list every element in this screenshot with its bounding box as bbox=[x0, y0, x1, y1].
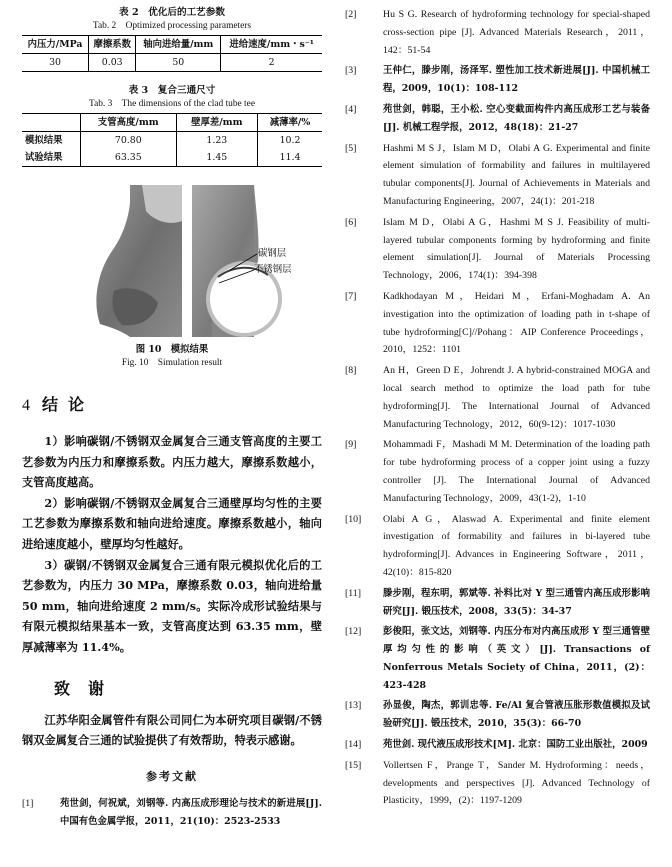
table3-cell: 11.4 bbox=[258, 149, 322, 167]
reference-text: Olabi A G，Alaswad A. Experimental and finite element investigation of formability and failures in bi-layered tube hydroforming[J]. Advances in Engineering Software，2011，42(10)：815-820 bbox=[383, 513, 650, 578]
table2-cell: 30 bbox=[22, 54, 89, 72]
reference-text: Hashmi M S J，Islam M D，Olabi A G. Experimental and finite element simulation of formability and failures in multilayered tubular components[J]. Journal of Achievements in Materials and Manufacturing Engineering，2007，24(1)：201-218 bbox=[383, 142, 650, 207]
reference-number: [15] bbox=[345, 759, 362, 771]
table2-caption-cn: 表 2 优化后的工艺参数 bbox=[119, 7, 225, 18]
reference-number: [11] bbox=[345, 587, 361, 599]
reference-text: 孙显俊，陶杰，郭训忠等. Fe/Al 复合管液压胀形数值模拟及试验研究[J]. 锻压技术，2010，35(3)：66-70 bbox=[383, 700, 650, 730]
conclusion-paragraph: 2）影响碳钢/不锈钢双金属复合三通壁厚均匀性的主要工艺参数为摩擦系数和轴向进给速度。摩擦系数越小，轴向进给速度越小，壁厚均匀性越好。 bbox=[22, 495, 322, 551]
reference-text: 滕步刚，程东明，郭斌等. 补料比对 Y 型三通管内高压成形影响研究[J]. 锻压技术，2008，33(5)：34-37 bbox=[383, 587, 650, 617]
acknowledgement-heading: 致谢 bbox=[54, 678, 123, 698]
reference-text: Hu S G. Research of hydroforming technology for special-shaped cross-section pipe [J]. Advanced Materials Research，2011，142：51-54 bbox=[383, 9, 650, 56]
table3-row-label: 模拟结果 bbox=[22, 132, 81, 150]
reference-number: [3] bbox=[345, 65, 357, 77]
reference-item bbox=[345, 736, 650, 754]
reference-number: [10] bbox=[345, 513, 362, 525]
table-row bbox=[22, 149, 322, 167]
reference-item bbox=[345, 757, 650, 810]
figure10-caption-cn: 图 10 模拟结果 bbox=[135, 344, 209, 355]
references-list bbox=[345, 6, 650, 813]
reference-item bbox=[345, 585, 650, 621]
table-row bbox=[22, 132, 322, 150]
table2-header: 内压力/MPa bbox=[22, 36, 89, 54]
table2-cell: 50 bbox=[136, 54, 221, 72]
table2-header: 进给速度/mm・s⁻¹ bbox=[221, 36, 322, 54]
section-title: 结论 bbox=[42, 395, 95, 414]
table3 bbox=[22, 113, 322, 167]
reference-item bbox=[345, 214, 650, 285]
reference-number: [9] bbox=[345, 439, 357, 451]
reference-text: 彭俊阳，张文达，刘钢等. 内压分布对内高压成形 Y 型三通管壁厚均匀性的影响（英文）[J]. Transactions of Nonferrous Metals Society of China，2011，(2)：423-428 bbox=[383, 626, 650, 691]
reference-text: 王仲仁，滕步刚，汤泽军. 塑性加工技术新进展[J]. 中国机械工程，2009，10(1)：108-112 bbox=[383, 65, 650, 95]
table3-row-label: 试验结果 bbox=[22, 149, 81, 167]
table3-caption-cn: 表 3 复合三通尺寸 bbox=[128, 85, 216, 96]
reference-number: [1] bbox=[22, 797, 34, 809]
acknowledgement-text: 江苏华阳金属管件有限公司同仁为本研究项目碳钢/不锈钢双金属复合三通的试验提供了有效帮助，特表示感谢。 bbox=[22, 712, 322, 748]
reference-item bbox=[345, 6, 650, 59]
table3-cell: 10.2 bbox=[279, 135, 301, 146]
conclusion-paragraph: 1）影响碳钢/不锈钢双金属复合三通支管高度的主要工艺参数为内压力和摩擦系数。内压力越大，摩擦系数越小，支管高度越高。 bbox=[22, 434, 322, 490]
conclusion-paragraph: 3）碳钢/不锈钢双金属复合三通有限元模拟优化后的工艺参数为，内压力 30 MPa，摩擦系数 0.03，轴向进给量 50 mm，轴向进给速度 2 mm/s。实际冷成形试验结果与有限元模拟结果基本一致，支管高度达到 63.35 mm，壁厚减薄率为 11.4%。 bbox=[22, 557, 322, 654]
reference-number: [4] bbox=[345, 103, 357, 115]
reference-text: Kadkhodayan M，Heidari M，Erfani-Moghadam A. An investigation into the optimization of loading path in t-shape of tube hydroforming[C]//Pohang：AIP Conference Proceedings，2010，1252：1101 bbox=[383, 290, 650, 356]
reference-item bbox=[345, 623, 650, 694]
reference-text: Mohammadi F，Mashadi M M. Determination of the loading path for tube hydroforming process of a copper joint using a fuzzy controller [J]. The International Journal of Advanced Manufacturing Technology，2009，43(1-2)，1-10 bbox=[383, 439, 650, 504]
figure-10 bbox=[22, 181, 322, 341]
reference-number: [14] bbox=[345, 739, 362, 751]
reference-text: Vollertsen F，Prange T，Sander M. Hydroforming：needs，developments and perspectives [J]. Advanced Technology of Plasticity，1999，(2)：1197-1209 bbox=[383, 759, 650, 807]
reference-text: 苑世剑，韩聪，王小松. 空心变截面构件内高压成形工艺与装备[J]. 机械工程学报，2012，48(18)：21-27 bbox=[383, 103, 650, 133]
reference-text: Islam M D，Olabi A G，Hashmi M S J. Feasibility of multi-layered tubular components forming by hydroforming and finite element simulation[J]. Journal of Materials Processing Technology，2006，174(1)：394-398 bbox=[383, 216, 650, 282]
reference-item bbox=[345, 362, 650, 433]
reference-number: [6] bbox=[345, 216, 357, 228]
reference-item bbox=[345, 511, 650, 582]
section-heading-conclusion bbox=[22, 394, 322, 417]
reference-text: 苑世剑. 现代液压成形技术[M]. 北京：国防工业出版社，2009 bbox=[383, 739, 648, 751]
table3-header: 减薄率/% bbox=[258, 114, 322, 132]
reference-item bbox=[345, 101, 650, 137]
table3-cell: 1.23 bbox=[176, 132, 258, 150]
table3-cell: 63.35 bbox=[81, 149, 177, 167]
table2-header: 轴向进给量/mm bbox=[136, 36, 221, 54]
left-column bbox=[22, 6, 322, 833]
reference-text: 苑世剑，何祝斌，刘钢等. 内高压成形理论与技术的新进展[J]. 中国有色金属学报，2011，21(10)：2523-2533 bbox=[60, 797, 322, 827]
table2-cell: 0.03 bbox=[89, 54, 136, 72]
carbon-steel-layer-label: 碳钢层 bbox=[258, 248, 287, 259]
reference-text: An H，Green D E，Johrendt J. A hybrid-constrained MOGA and local search method to optimize the load path for tube hydroforming[J]. The International Journal of Advanced Manufacturing Technology，2012，60(9-12)：1017-1030 bbox=[383, 365, 650, 430]
reference-item bbox=[345, 140, 650, 211]
table3-caption-en: Tab. 3 The dimensions of the clad tube tee bbox=[89, 99, 255, 109]
table3-cell: 1.45 bbox=[176, 149, 258, 167]
table2-caption-en: Tab. 2 Optimized processing parameters bbox=[92, 21, 252, 31]
reference-number: [2] bbox=[345, 9, 357, 20]
reference-number: [8] bbox=[345, 365, 357, 377]
table3-header: 支管高度/mm bbox=[81, 114, 177, 132]
table2-header: 摩擦系数 bbox=[89, 36, 136, 54]
table3-header: 壁厚差/mm bbox=[176, 114, 258, 132]
table2-cell: 2 bbox=[221, 54, 322, 72]
reference-item bbox=[345, 62, 650, 98]
table-row bbox=[22, 54, 322, 72]
references-heading: 参考文献 bbox=[146, 769, 198, 783]
section-number: 4 bbox=[22, 397, 30, 414]
table3-cell: 70.80 bbox=[81, 132, 177, 150]
figure10-caption-en: Fig. 10 Simulation result bbox=[121, 358, 223, 368]
reference-item bbox=[345, 288, 650, 359]
reference-number: [13] bbox=[345, 700, 362, 712]
reference-number: [7] bbox=[345, 290, 357, 302]
stainless-steel-layer-label: 不锈钢层 bbox=[254, 264, 292, 275]
reference-item bbox=[345, 436, 650, 507]
table2 bbox=[22, 35, 322, 72]
reference-item bbox=[345, 697, 650, 733]
reference-number: [12] bbox=[345, 626, 362, 638]
table3-header bbox=[22, 114, 81, 132]
reference-item bbox=[22, 795, 322, 831]
reference-number: [5] bbox=[345, 142, 357, 154]
